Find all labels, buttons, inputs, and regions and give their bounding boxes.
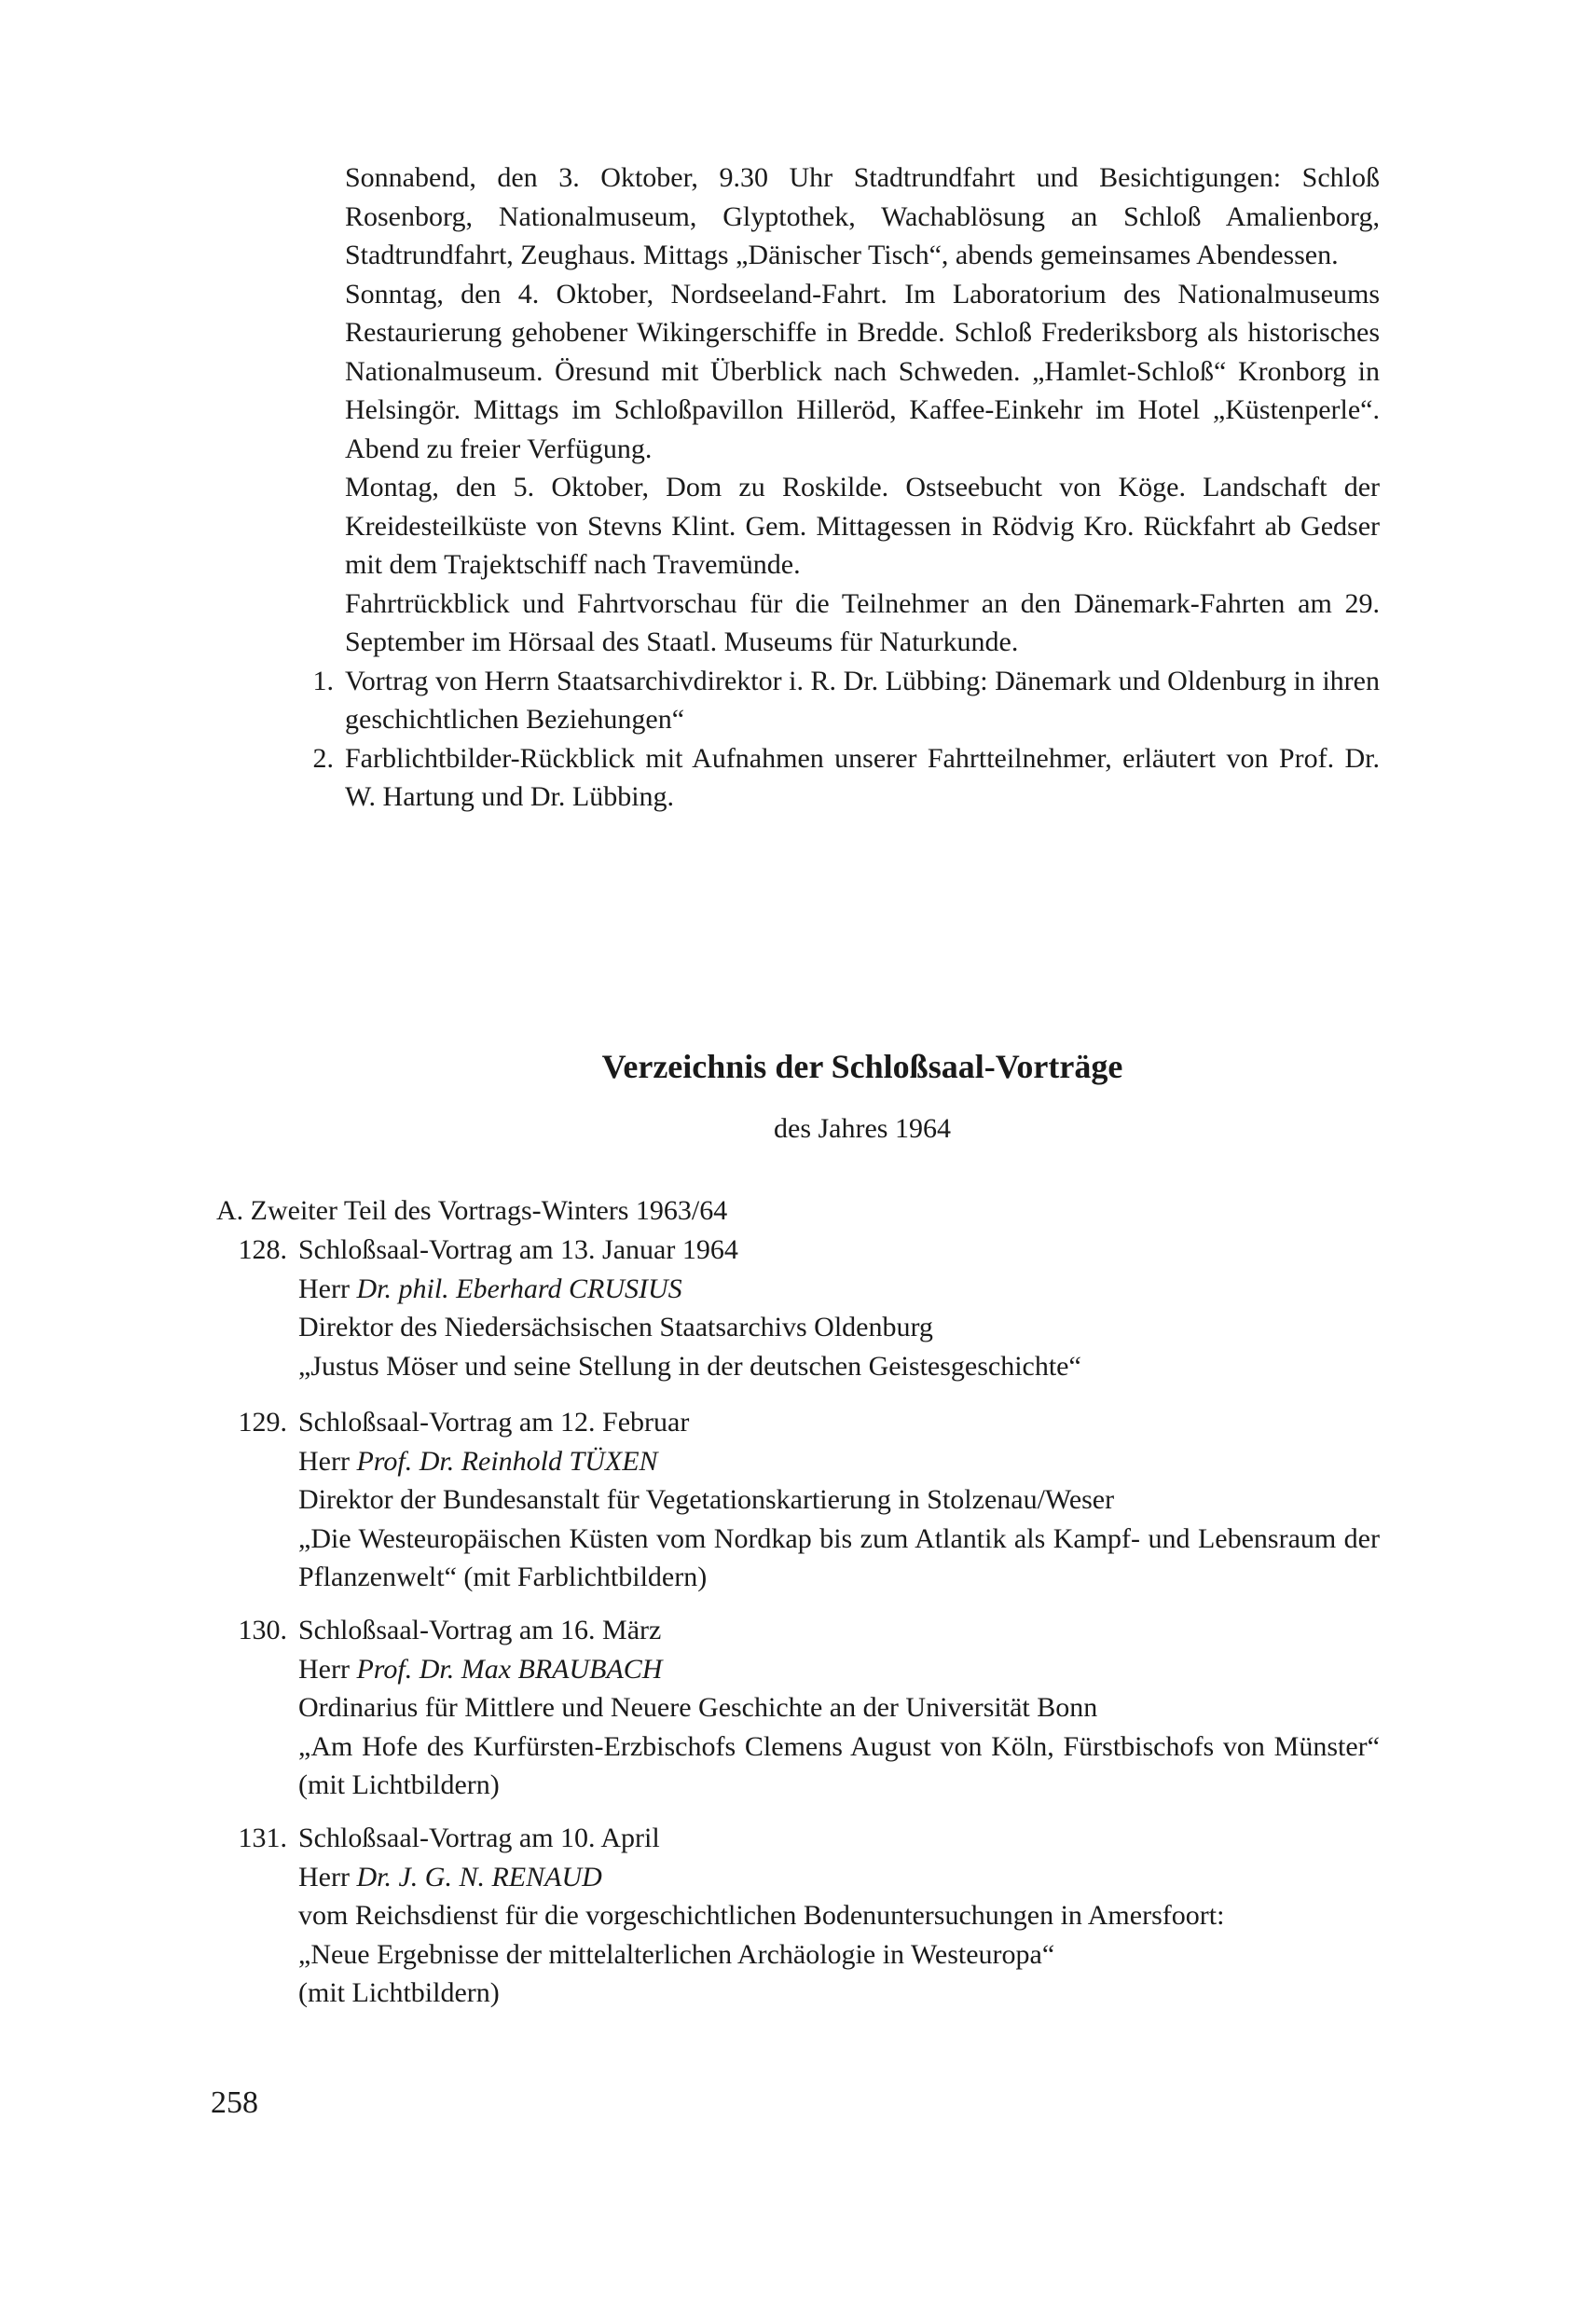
itinerary-saturday: Sonnabend, den 3. Oktober, 9.30 Uhr Stadtrundfahrt und Besichtigungen: Schloß Rosenborg, Nationalmuseum, Glyptothek, Wachablösung an Schloß Amalienborg, Stadtrundfahrt, Zeughaus. Mittags „Dänischer Tisch“, abends gemeinsames Abendessen. <box>345 162 1380 270</box>
lecture-date: Schloßsaal-Vortrag am 16. März <box>298 1615 662 1645</box>
section-a-title: A. Zweiter Teil des Vortrags-Winters 1963/64 <box>216 1195 728 1226</box>
lecture-date: Schloßsaal-Vortrag am 10. April <box>298 1823 660 1853</box>
speaker-name: Prof. Dr. Reinhold TÜXEN <box>356 1445 658 1477</box>
lecture-speaker <box>298 1858 1380 1897</box>
speaker-prefix: Herr <box>298 1273 357 1304</box>
list-item-number: 1. <box>312 665 334 696</box>
list-item <box>312 662 1380 739</box>
lecture-speaker <box>298 1650 1380 1689</box>
speaker-name: Dr. J. G. N. RENAUD <box>356 1861 602 1892</box>
lecture-number: 131. <box>238 1823 287 1853</box>
lecture-entry <box>238 1611 1380 1805</box>
list-item-text: Farblichtbilder-Rückblick mit Aufnahmen unserer Fahrtteilnehmer, erläutert von Prof. Dr. W. Hartung und Dr. Lübbing. <box>345 742 1380 812</box>
lecture-title: „Am Hofe des Kurfürsten-Erzbischofs Clemens August von Köln, Fürstbischofs von Münster“ (mit Lichtbildern) <box>298 1730 1380 1800</box>
lecture-entry <box>238 1403 1380 1597</box>
lecture-note: (mit Lichtbildern) <box>298 1977 500 2008</box>
itinerary-review: Fahrtrückblick und Fahrtvorschau für die Teilnehmer an den Dänemark-Fahrten am 29. September im Hörsaal des Staatl. Museums für Naturkunde. <box>345 587 1380 657</box>
speaker-role: Direktor des Niedersächsischen Staatsarchivs Oldenburg <box>298 1312 933 1342</box>
speaker-role: Direktor der Bundesanstalt für Vegetationskartierung in Stolzenau/Weser <box>298 1484 1115 1515</box>
lecture-number: 130. <box>238 1615 287 1645</box>
list-item <box>312 739 1380 817</box>
list-item-text: Vortrag von Herrn Staatsarchivdirektor i. R. Dr. Lübbing: Dänemark und Oldenburg in ihren geschichtlichen Beziehungen“ <box>345 665 1380 735</box>
lecture-number: 129. <box>238 1407 287 1438</box>
page-number: 258 <box>211 2085 258 2120</box>
lecture-number: 128. <box>238 1234 287 1265</box>
lecture-date: Schloßsaal-Vortrag am 13. Januar 1964 <box>298 1234 738 1265</box>
lecture-speaker <box>298 1270 1380 1309</box>
lecture-title: „Neue Ergebnisse der mittelalterlichen Archäologie in Westeuropa“ <box>298 1938 1055 1970</box>
list-item-number: 2. <box>312 742 334 774</box>
speaker-name: Dr. phil. Eberhard CRUSIUS <box>356 1273 682 1304</box>
itinerary-section <box>312 158 1380 817</box>
speaker-name: Prof. Dr. Max BRAUBACH <box>356 1653 663 1685</box>
speaker-prefix: Herr <box>298 1861 357 1892</box>
section-subheading: des Jahres 1964 <box>774 1113 951 1144</box>
speaker-role: Ordinarius für Mittlere und Neuere Geschichte an der Universität Bonn <box>298 1692 1098 1723</box>
lecture-entry <box>238 1819 1380 2013</box>
itinerary-monday: Montag, den 5. Oktober, Dom zu Roskilde. Ostseebucht von Köge. Landschaft der Kreidesteilküste von Stevns Klint. Gem. Mittagessen in Rödvig Kro. Rückfahrt ab Gedser mit dem Trajektschiff nach Travemünde. <box>345 472 1380 580</box>
lecture-title: „Justus Möser und seine Stellung in der deutschen Geistesgeschichte“ <box>298 1350 1081 1382</box>
itinerary-sunday: Sonntag, den 4. Oktober, Nordseeland-Fahrt. Im Laboratorium des Nationalmuseums Restaurierung gehobener Wikingerschiffe in Bredde. Schloß Frederiksborg als historisches Nationalmuseum. Öresund mit Überblick nach Schweden. „Hamlet-Schloß“ Kronborg in Helsingör. Mittags im Schloßpavillon Hilleröd, Kaffee-Einkehr im Hotel „Küstenperle“. Abend zu freier Verfügung. <box>345 278 1380 464</box>
speaker-prefix: Herr <box>298 1653 357 1685</box>
speaker-role: vom Reichsdienst für die vorgeschichtlichen Bodenuntersuchungen in Amersfoort: <box>298 1900 1225 1931</box>
section-heading: Verzeichnis der Schloßsaal-Vorträge <box>601 1048 1123 1085</box>
lecture-entry <box>238 1231 1380 1385</box>
lecture-speaker <box>298 1442 1380 1481</box>
speaker-prefix: Herr <box>298 1445 357 1477</box>
lecture-date: Schloßsaal-Vortrag am 12. Februar <box>298 1407 690 1438</box>
lecture-title: „Die Westeuropäischen Küsten vom Nordkap bis zum Atlantik als Kampf- und Lebensraum der Pflanzenwelt“ (mit Farblichtbildern) <box>298 1522 1380 1592</box>
